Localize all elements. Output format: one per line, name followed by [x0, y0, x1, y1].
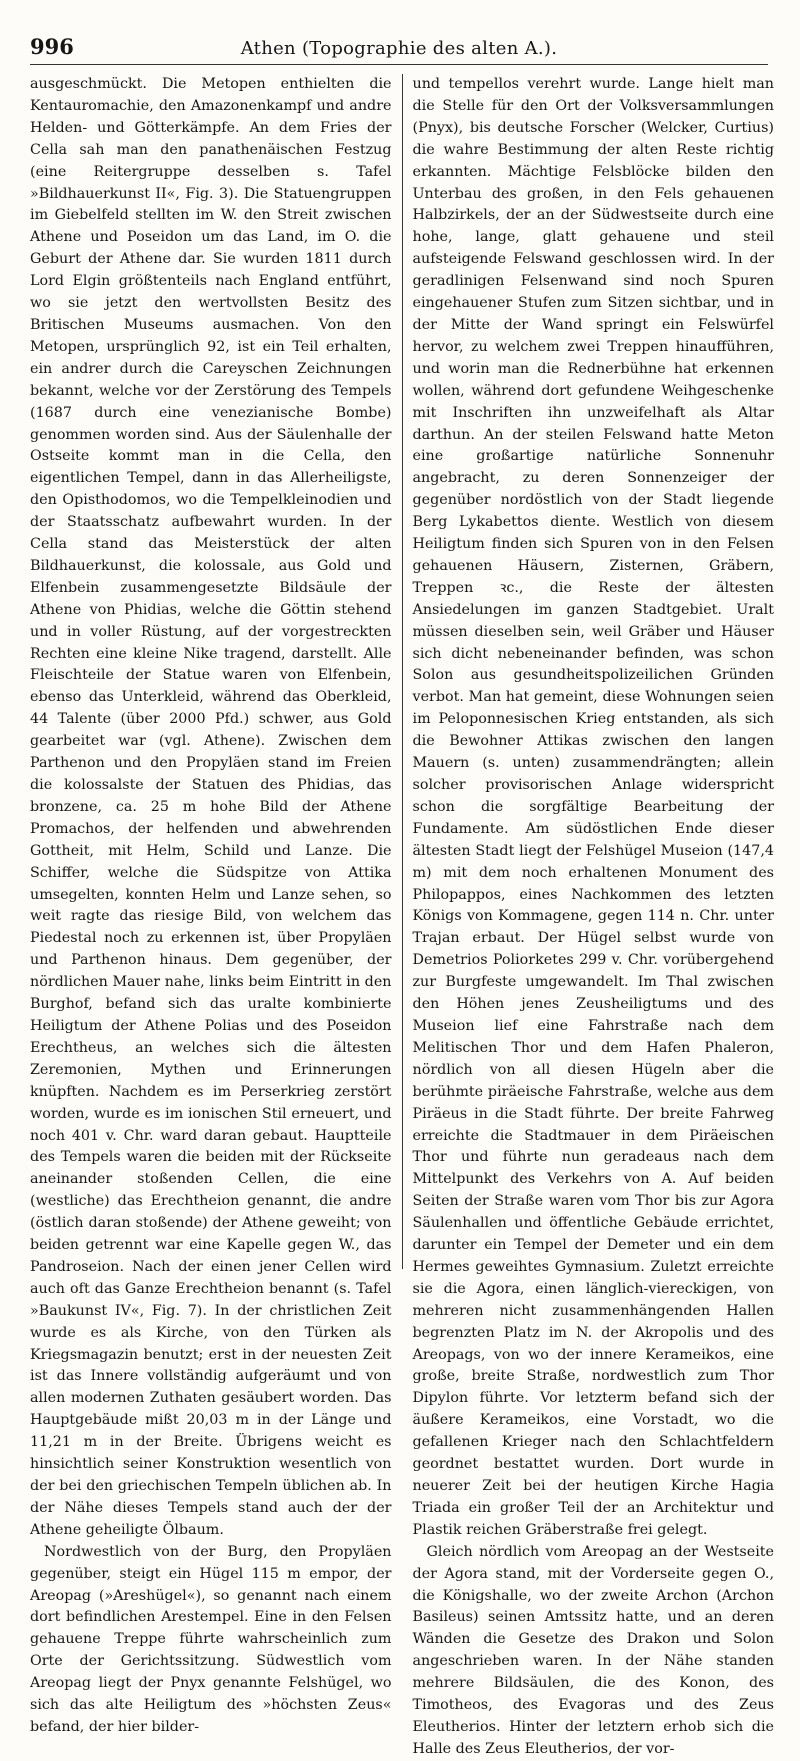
paragraph: ausgeschmückt. Die Metopen enthielten die Kentauromachie, den Amazonenkampf und andre Helden- und Götterkämpfe. An dem Fries der Cella sah man den panathenäischen Festzug (eine Reitergruppe desselben s. Tafel »Bildhauerkunst II«, Fig. 3). Die Statuengruppen im Giebelfeld stellten im W. den Streit zwischen Athene und Poseidon um das Land, im O. die Geburt der Athene dar. Sie wurden 1811 durch Lord Elgin größtenteils nach England entführt, wo sie jetzt den wertvollsten Besitz des Britischen Museums ausmachen. Von den Metopen, ursprünglich 92, ist ein Teil erhalten, ein andrer durch die Careyschen Zeichnungen bekannt, welche vor der Zerstörung des Tempels (1687 durch eine venezianische Bombe) genommen worden sind. Aus der Säulenhalle der Ostseite kommt man in die Cella, den eigentlichen Tempel, dann in das Allerheiligste, den Opisthodomos, wo die Tempelkleinodien und der Staatsschatz aufbewahrt wurden. In der Cella stand das Meisterstück der alten Bildhauerkunst, die kolossale, aus Gold und Elfenbein zusammengesetzte Bildsäule der Athene von Phidias, welche die Göttin stehend und in voller Rüstung, auf der vorgestreckten Rechten eine kleine Nike tragend, darstellt. Alle Fleischteile der Statue waren von Elfenbein, ebenso das Unterkleid, während das Oberkleid, 44 Talente (über 2000 Pfd.) schwer, aus Gold gearbeitet war (vgl. Athene). Zwischen dem Parthenon und den Propyläen stand im Freien die kolossalste der Statuen des Phidias, das bronzene, ca. 25 m hohe Bild der Athene Promachos, der helfenden und abwehrenden Gottheit, mit Helm, Schild und Lanze. Die Schiffer, welche die Südspitze von Attika umsegelten, konnten Helm und Lanze sehen, so weit ragte das riesige Bild, von welchem das Piedestal noch zu erkennen ist, über Propyläen und Parthenon hinaus. Dem gegenüber, der nördlichen Mauer nahe, links beim Eintritt in den Burghof, befand sich das uralte kombinierte Heiligtum der Athene Polias und des Poseidon Erechtheus, an welches sich die ältesten Zeremonien, Mythen und Erinnerungen knüpften. Nachdem es im Perserkrieg zerstört worden, wurde es im ionischen Stil erneuert, und noch 401 v. Chr. ward daran gebaut. Hauptteile des Tempels waren die beiden mit der Rückseite aneinander stoßenden Cellen, die eine (westliche) das Erechtheion genannt, die andre (östlich daran stoßende) der Athene geweiht; von beiden getrennt war eine Kapelle gegen W., das Pandroseion. Nach der einen jener Cellen wird auch oft das Ganze Erechtheion benannt (s. Tafel »Baukunst IV«, Fig. 7). In der christlichen Zeit wurde es als Kirche, von den Türken als Kriegsmagazin benutzt; erst in der neuesten Zeit ist das Innere vollständig aufgeräumt und von allen modernen Zuthaten gesäubert worden. Das Hauptgebäude mißt 20,03 m in der Länge und 11,21 m in der Breite. Übrigens weicht es hinsichtlich seiner Konstruktion wesentlich von der bei den griechischen Tempeln üblichen ab. In der Nähe dieses Tempels stand auch der der Athene geheiligte Ölbaum.	[30, 76, 392, 1538]
left-column	[30, 74, 402, 1735]
text-columns	[30, 74, 774, 1757]
right-column	[402, 74, 775, 1757]
page-number: 996	[30, 34, 74, 59]
paragraph: Nordwestlich von der Burg, den Propyläen gegenüber, steigt ein Hügel 115 m empor, der Areopag (»Areshügel«), so genannt nach einem dort befindlichen Arestempel. Eine in den Felsen gehauene Treppe führte wahrscheinlich zum Orte der Gerichtssitzung. Südwestlich vom Areopag liegt der Pnyx genannte Felshügel, wo sich das alte Heiligtum des »höchsten Zeus« befand, der hier bilder-	[30, 1543, 392, 1735]
paragraph: und tempellos verehrt wurde. Lange hielt man die Stelle für den Ort der Volksversammlungen (Pnyx), bis deutsche Forscher (Welcker, Curtius) die wahre Bestimmung der alten Reste richtig erkannten. Mächtige Felsblöcke bilden den Unterbau des großen, in den Fels gehauenen Halbzirkels, der an der Südwestseite durch eine hohe, lange, glatt gehauene und steil aufsteigende Felswand geschlossen wird. In der geradlinigen Felsenwand sind noch Spuren eingehauener Stufen zum Sitzen sichtbar, und in der Mitte der Wand springt ein Felswürfel hervor, zu welchem zwei Treppen hinaufführen, und worin man die Rednerbühne hat erkennen wollen, während dort gefundene Weihgeschenke mit Inschriften ihn unzweifelhaft als Altar darthun. An der steilen Felswand hatte Meton eine großartige natürliche Sonnenuhr angebracht, zu deren Sonnenzeiger der gegenüber nordöstlich von der Stadt liegende Berg Lykabettos diente. Westlich von diesem Heiligtum finden sich Spuren von in den Felsen gehauenen Häusern, Zisternen, Gräbern, Treppen ꝛc., die Reste der ältesten Ansiedelungen im ganzen Stadtgebiet. Uralt müssen dieselben sein, weil Gräber und Häuser sich dicht nebeneinander befinden, was schon Solon aus gesundheitspolizeilichen Gründen verbot. Man hat gemeint, diese Wohnungen seien im Peloponnesischen Krieg entstanden, als sich die Bewohner Attikas zwischen den langen Mauern (s. unten) zusammendrängten; allein solcher provisorischen Anlage widerspricht schon die sorgfältige Bearbeitung der Fundamente. Am südöstlichen Ende dieser ältesten Stadt liegt der Felshügel Museion (147,4 m) mit dem noch erhaltenen Monument des Philopappos, eines Nachkommen des letzten Königs von Kommagene, gegen 114 n. Chr. unter Trajan erbaut. Der Hügel selbst wurde von Demetrios Poliorketes 299 v. Chr. vorübergehend zur Burgfeste umgewandelt. Im Thal zwischen den Höhen jenes Zeusheiligtums und des Museion lief eine Fahrstraße nach dem Melitischen Thor und dem Hafen Phaleron, nördlich von all diesen Hügeln aber die berühmte piräeische Fahrstraße, welche aus dem Piräeus in die Stadt führte. Der breite Fahrweg erreichte die Stadtmauer in dem Piräeischen Thor und führte nun geradeaus nach dem Mittelpunkt des Verkehrs von A. Auf beiden Seiten der Straße waren vom Thor bis zur Agora Säulenhallen und öffentliche Gebäude errichtet, darunter ein Tempel der Demeter und ein dem Hermes geweihtes Gymnasium. Zuletzt erreichte sie die Agora, einen länglich-viereckigen, von mehreren nicht zusammenhängenden Hallen begrenzten Platz im N. der Akropolis und des Areopags, von wo der innere Kerameikos, eine große, breite Straße, nordwestlich zum Thor Dipylon führte. Vor letzterm befand sich der äußere Kerameikos, eine Vorstadt, wo die gefallenen Krieger nach den Schlachtfeldern geordnet bestattet wurden. Dort wurde in neuerer Zeit bei der heutigen Kirche Hagia Triada ein großer Teil der an Architektur und Plastik reichen Gräberstraße frei gelegt.	[412, 76, 774, 1538]
page-header	[30, 34, 768, 65]
paragraph: Gleich nördlich vom Areopag an der Westseite der Agora stand, mit der Vorderseite gegen O., die Königshalle, wo der zweite Archon (Archon Basileus) seinen Amtssitz hatte, und an deren Wänden die Gesetze des Drakon und Solon angeschrieben waren. In der Nähe standen mehrere Bildsäulen, die des Konon, des Timotheos, des Evagoras und des Zeus Eleutherios. Hinter der letztern erhob sich die Halle des Zeus Eleutherios, der vor-	[412, 1543, 774, 1757]
running-title: Athen (Topographie des alten A.).	[240, 38, 558, 59]
